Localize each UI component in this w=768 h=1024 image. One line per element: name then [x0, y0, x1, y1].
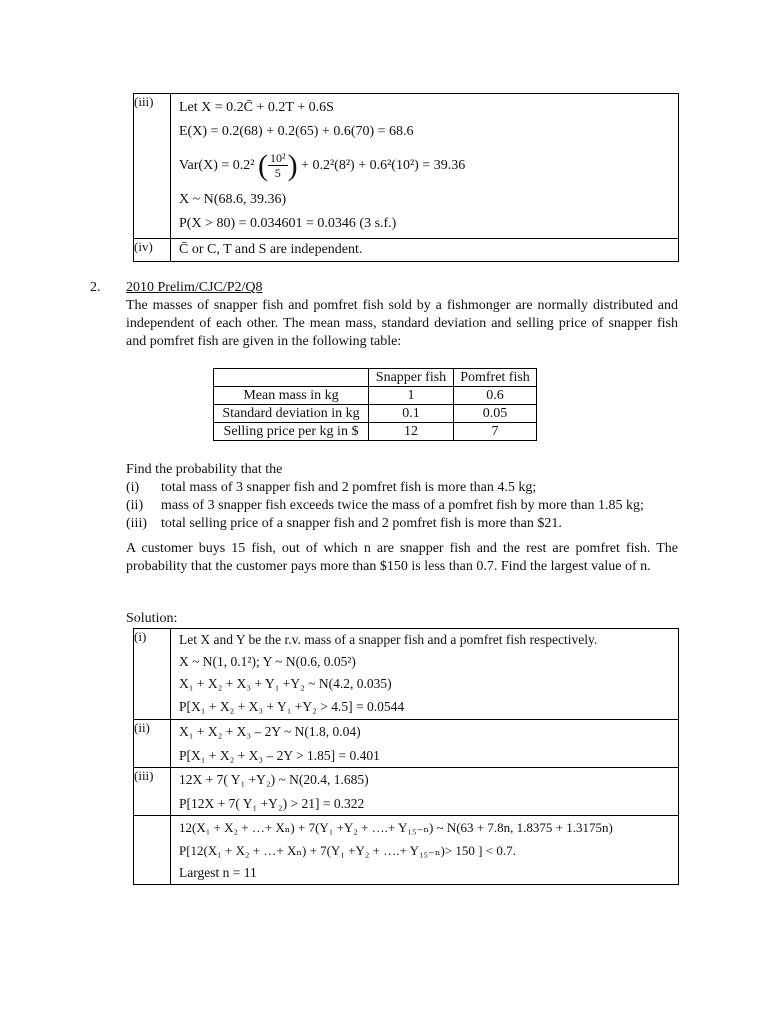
table-cell: Mean mass in kg	[214, 387, 369, 405]
table-header-cell: Pomfret fish	[454, 369, 537, 387]
working-line-variance	[171, 144, 678, 188]
fraction	[268, 151, 288, 180]
fraction-numerator: 10²	[269, 151, 286, 166]
solution-working	[171, 816, 679, 885]
right-paren-icon: )	[287, 148, 298, 182]
part-label: (iii)	[134, 768, 171, 816]
working-line: P[X₁ + X₂ + X₃ + Y₁ +Y₂ > 4.5] = 0.0544	[179, 699, 405, 714]
working-line: X₁ + X₂ + X₃ + Y₁ +Y₂ ~ N(4.2, 0.035)	[179, 676, 392, 691]
part-text: mass of 3 snapper fish exceeds twice the mass of a pomfret fish by more than 1.85 kg;	[161, 498, 644, 513]
working-line: C̄ or C, T and S are independent.	[179, 242, 363, 257]
part-label: (ii)	[134, 720, 171, 768]
table-row	[134, 94, 679, 239]
table-cell: Selling price per kg in $	[214, 423, 369, 441]
solution-heading: Solution:	[126, 611, 178, 626]
find-prompt: Find the probability that the	[126, 462, 283, 477]
part-label: (i)	[126, 480, 140, 495]
table-row	[134, 629, 679, 720]
table-row	[214, 423, 537, 441]
working-line: X ~ N(1, 0.1²); Y ~ N(0.6, 0.05²)	[179, 654, 356, 669]
question-number: 2.	[90, 280, 101, 295]
table-cell: 7	[454, 423, 537, 441]
table-row	[134, 816, 679, 885]
variance-suffix: + 0.2²(8²) + 0.6²(10²) = 39.36	[301, 158, 466, 173]
table-cell: 12	[369, 423, 454, 441]
fraction-denominator: 5	[274, 166, 281, 181]
working-line: Let X = 0.2C̄ + 0.2T + 0.6S	[179, 100, 334, 115]
left-paren-icon: (	[257, 148, 268, 182]
part-label: (iv)	[134, 239, 171, 262]
working-line: X ~ N(68.6, 39.36)	[179, 192, 287, 207]
table-cell: 1	[369, 387, 454, 405]
working-line: P[12X + 7( Y₁ +Y₂) > 21] = 0.322	[179, 796, 365, 811]
solution-working	[171, 768, 679, 816]
customer-question: A customer buys 15 fish, out of which n are snapper fish and the rest are pomfret fish. The probability that the customer pays more than $150 is less than 0.7. Find the largest value of n.	[126, 541, 678, 574]
part-label: (iii)	[134, 94, 171, 239]
table-row	[134, 720, 679, 768]
part-label: (ii)	[126, 498, 144, 513]
question-part	[126, 497, 644, 515]
table-cell: 0.1	[369, 405, 454, 423]
working-line: X₁ + X₂ + X₃ – 2Y ~ N(1.8, 0.04)	[179, 724, 361, 739]
table-row	[134, 239, 679, 262]
table-cell: 0.6	[454, 387, 537, 405]
variance-prefix: Var(X) = 0.2²	[179, 158, 255, 173]
part-iv-working	[171, 239, 679, 262]
part-text: total selling price of a snapper fish and 2 pomfret fish is more than $21.	[161, 516, 562, 531]
working-line: 12X + 7( Y₁ +Y₂) ~ N(20.4, 1.685)	[179, 772, 369, 787]
question-intro: The masses of snapper fish and pomfret fish sold by a fishmonger are normally distributed and independent of each other. The mean mass, standard deviation and selling price of snapper fish and pomfret fish are given in the following table:	[126, 298, 678, 349]
table-header-row	[214, 369, 537, 387]
top-solution-table	[133, 93, 679, 262]
question-source: 2010 Prelim/CJC/P2/Q8	[126, 280, 263, 295]
part-label: (iii)	[126, 516, 147, 531]
solution-table	[133, 628, 679, 885]
working-line: P(X > 80) = 0.034601 = 0.0346 (3 s.f.)	[179, 216, 397, 231]
working-line: P[X₁ + X₂ + X₃ – 2Y > 1.85] = 0.401	[179, 748, 380, 763]
question-part	[126, 515, 562, 533]
table-row	[134, 768, 679, 816]
working-line: 12(X₁ + X₂ + …+ Xₙ) + 7(Y₁ +Y₂ + ….+ Y₁₅₋ₙ) ~ N(63 + 7.8n, 1.8375 + 1.3175n)	[179, 820, 613, 835]
part-label	[134, 816, 171, 885]
part-label: (i)	[134, 629, 171, 720]
working-line: E(X) = 0.2(68) + 0.2(65) + 0.6(70) = 68.6	[179, 124, 414, 139]
part-iii-working	[171, 94, 679, 239]
table-row	[214, 405, 537, 423]
table-cell: 0.05	[454, 405, 537, 423]
part-text: total mass of 3 snapper fish and 2 pomfret fish is more than 4.5 kg;	[161, 480, 537, 495]
table-header-cell	[214, 369, 369, 387]
working-line: Let X and Y be the r.v. mass of a snapper fish and a pomfret fish respectively.	[179, 632, 598, 647]
table-cell: Standard deviation in kg	[214, 405, 369, 423]
table-header-cell: Snapper fish	[369, 369, 454, 387]
solution-working	[171, 720, 679, 768]
question-part	[126, 479, 536, 497]
working-line: Largest n = 11	[179, 865, 257, 880]
fish-data-table	[213, 368, 537, 441]
table-row	[214, 387, 537, 405]
working-line: P[12(X₁ + X₂ + …+ Xₙ) + 7(Y₁ +Y₂ + ….+ Y₁₅₋ₙ)> 150 ] < 0.7.	[179, 843, 516, 858]
solution-working	[171, 629, 679, 720]
